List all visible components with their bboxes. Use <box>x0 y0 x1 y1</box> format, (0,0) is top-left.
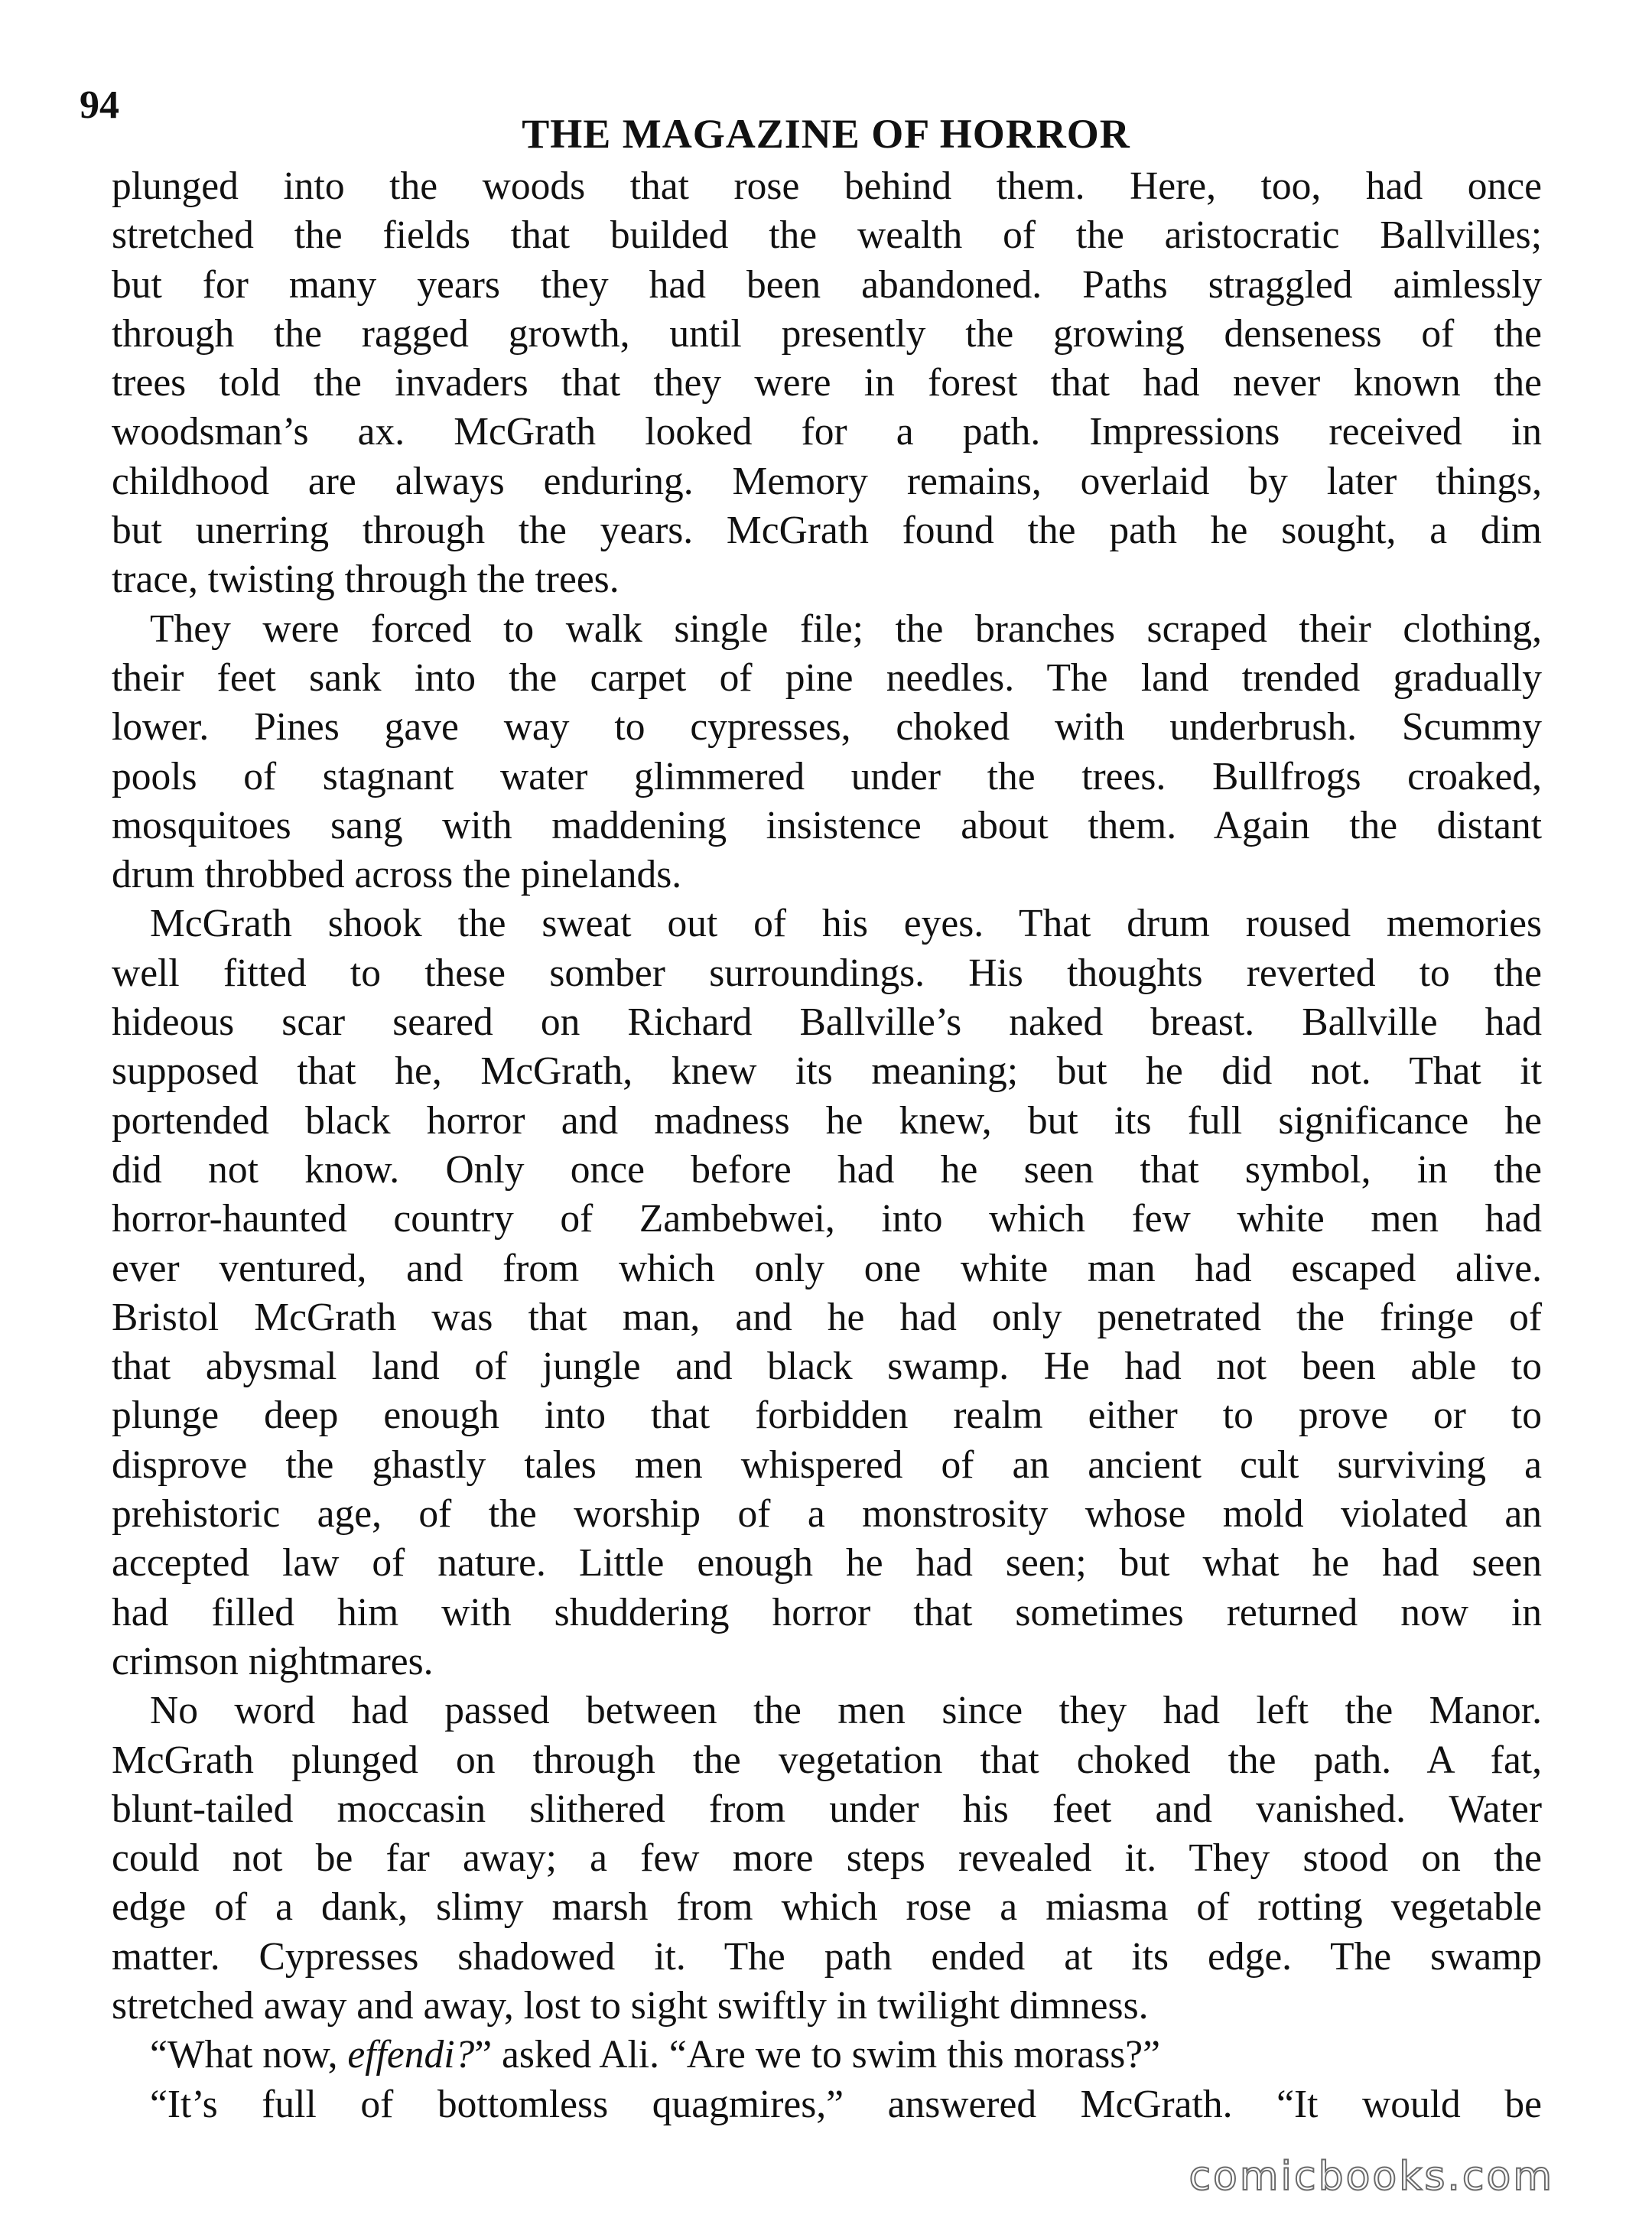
story-text <box>112 162 1542 2129</box>
text-line: prehistoric age, of the worship of a monstrosity whose mold violated an <box>112 1492 1542 1537</box>
text-line <box>112 2031 1542 2080</box>
text-line: “It’s full of bottomless quagmires,” answered McGrath. “It would be <box>150 2082 1542 2126</box>
text-line: mosquitoes sang with maddening insistence about them. Again the distant <box>112 803 1542 847</box>
text-line: hideous scar seared on Richard Ballville’s naked breast. Ballville had <box>112 1000 1542 1045</box>
text-line: McGrath shook the sweat out of his eyes. That drum roused memories <box>150 902 1542 946</box>
text-line: plunge deep enough into that forbidden realm either to prove or to <box>112 1394 1542 1438</box>
running-head: THE MAGAZINE OF HORROR <box>522 111 1130 157</box>
text-line: plunged into the woods that rose behind them. Here, too, had once <box>112 164 1542 208</box>
text-line: stretched away and away, lost to sight swiftly in twilight dimness. <box>112 1983 1149 2028</box>
text-line: McGrath plunged on through the vegetation that choked the path. A fat, <box>112 1738 1542 1782</box>
text-line: supposed that he, McGrath, knew its meaning; but he did not. That it <box>112 1049 1542 1094</box>
text-line: but unerring through the years. McGrath found the path he sought, a dim <box>112 509 1542 553</box>
text-line: drum throbbed across the pinelands. <box>112 853 682 897</box>
text-line: They were forced to walk single file; the branches scraped their clothing, <box>150 607 1542 651</box>
text-line: lower. Pines gave way to cypresses, choked with underbrush. Scummy <box>112 705 1542 750</box>
text-line: matter. Cypresses shadowed it. The path ended at its edge. The swamp <box>112 1934 1542 1979</box>
text-line: well fitted to these somber surroundings. His thoughts reverted to the <box>112 951 1542 995</box>
text-line: but for many years they had been abandoned. Paths straggled aimlessly <box>112 262 1542 307</box>
text-segment: “What now, <box>150 2033 348 2077</box>
page-number: 94 <box>80 83 119 127</box>
text-line: did not know. Only once before had he seen that symbol, in the <box>112 1147 1542 1192</box>
text-line: stretched the fields that builded the wealth of the aristocratic Ballvilles; <box>112 213 1542 258</box>
text-line: had filled him with shuddering horror that sometimes returned now in <box>112 1590 1542 1634</box>
italic-word: effendi? <box>347 2033 475 2077</box>
text-segment: ” asked Ali. “Are we to swim this morass?” <box>474 2033 1161 2077</box>
text-line: pools of stagnant water glimmered under the trees. Bullfrogs croaked, <box>112 754 1542 798</box>
text-line: edge of a dank, slimy marsh from which rose a miasma of rotting vegetable <box>112 1885 1542 1930</box>
text-line: ever ventured, and from which only one white man had escaped alive. <box>112 1246 1542 1290</box>
text-line: trace, twisting through the trees. <box>112 558 620 602</box>
text-line: Bristol McGrath was that man, and he had only penetrated the fringe of <box>112 1295 1542 1339</box>
text-line: through the ragged growth, until presently the growing denseness of the <box>112 311 1542 356</box>
text-line: horror-haunted country of Zambebwei, into which few white men had <box>112 1197 1542 1241</box>
text-line: portended black horror and madness he knew, but its full significance he <box>112 1098 1542 1143</box>
text-line: childhood are always enduring. Memory remains, overlaid by later things, <box>112 459 1542 503</box>
text-line: crimson nightmares. <box>112 1639 434 1683</box>
text-line: No word had passed between the men since they had left the Manor. <box>150 1689 1542 1733</box>
text-line: accepted law of nature. Little enough he had seen; but what he had seen <box>112 1541 1542 1585</box>
text-line: woodsman’s ax. McGrath looked for a path. Impressions received in <box>112 410 1542 454</box>
text-line: disprove the ghastly tales men whispered of an ancient cult surviving a <box>112 1442 1542 1487</box>
watermark: comicbooks.com <box>1189 2154 1554 2200</box>
text-line: their feet sank into the carpet of pine needles. The land trended gradually <box>112 655 1542 700</box>
text-line: blunt-tailed moccasin slithered from under his feet and vanished. Water <box>112 1787 1542 1831</box>
text-line: could not be far away; a few more steps revealed it. They stood on the <box>112 1836 1542 1881</box>
text-line: that abysmal land of jungle and black swamp. He had not been able to <box>112 1345 1542 1389</box>
text-line: trees told the invaders that they were in forest that had never known the <box>112 361 1542 405</box>
